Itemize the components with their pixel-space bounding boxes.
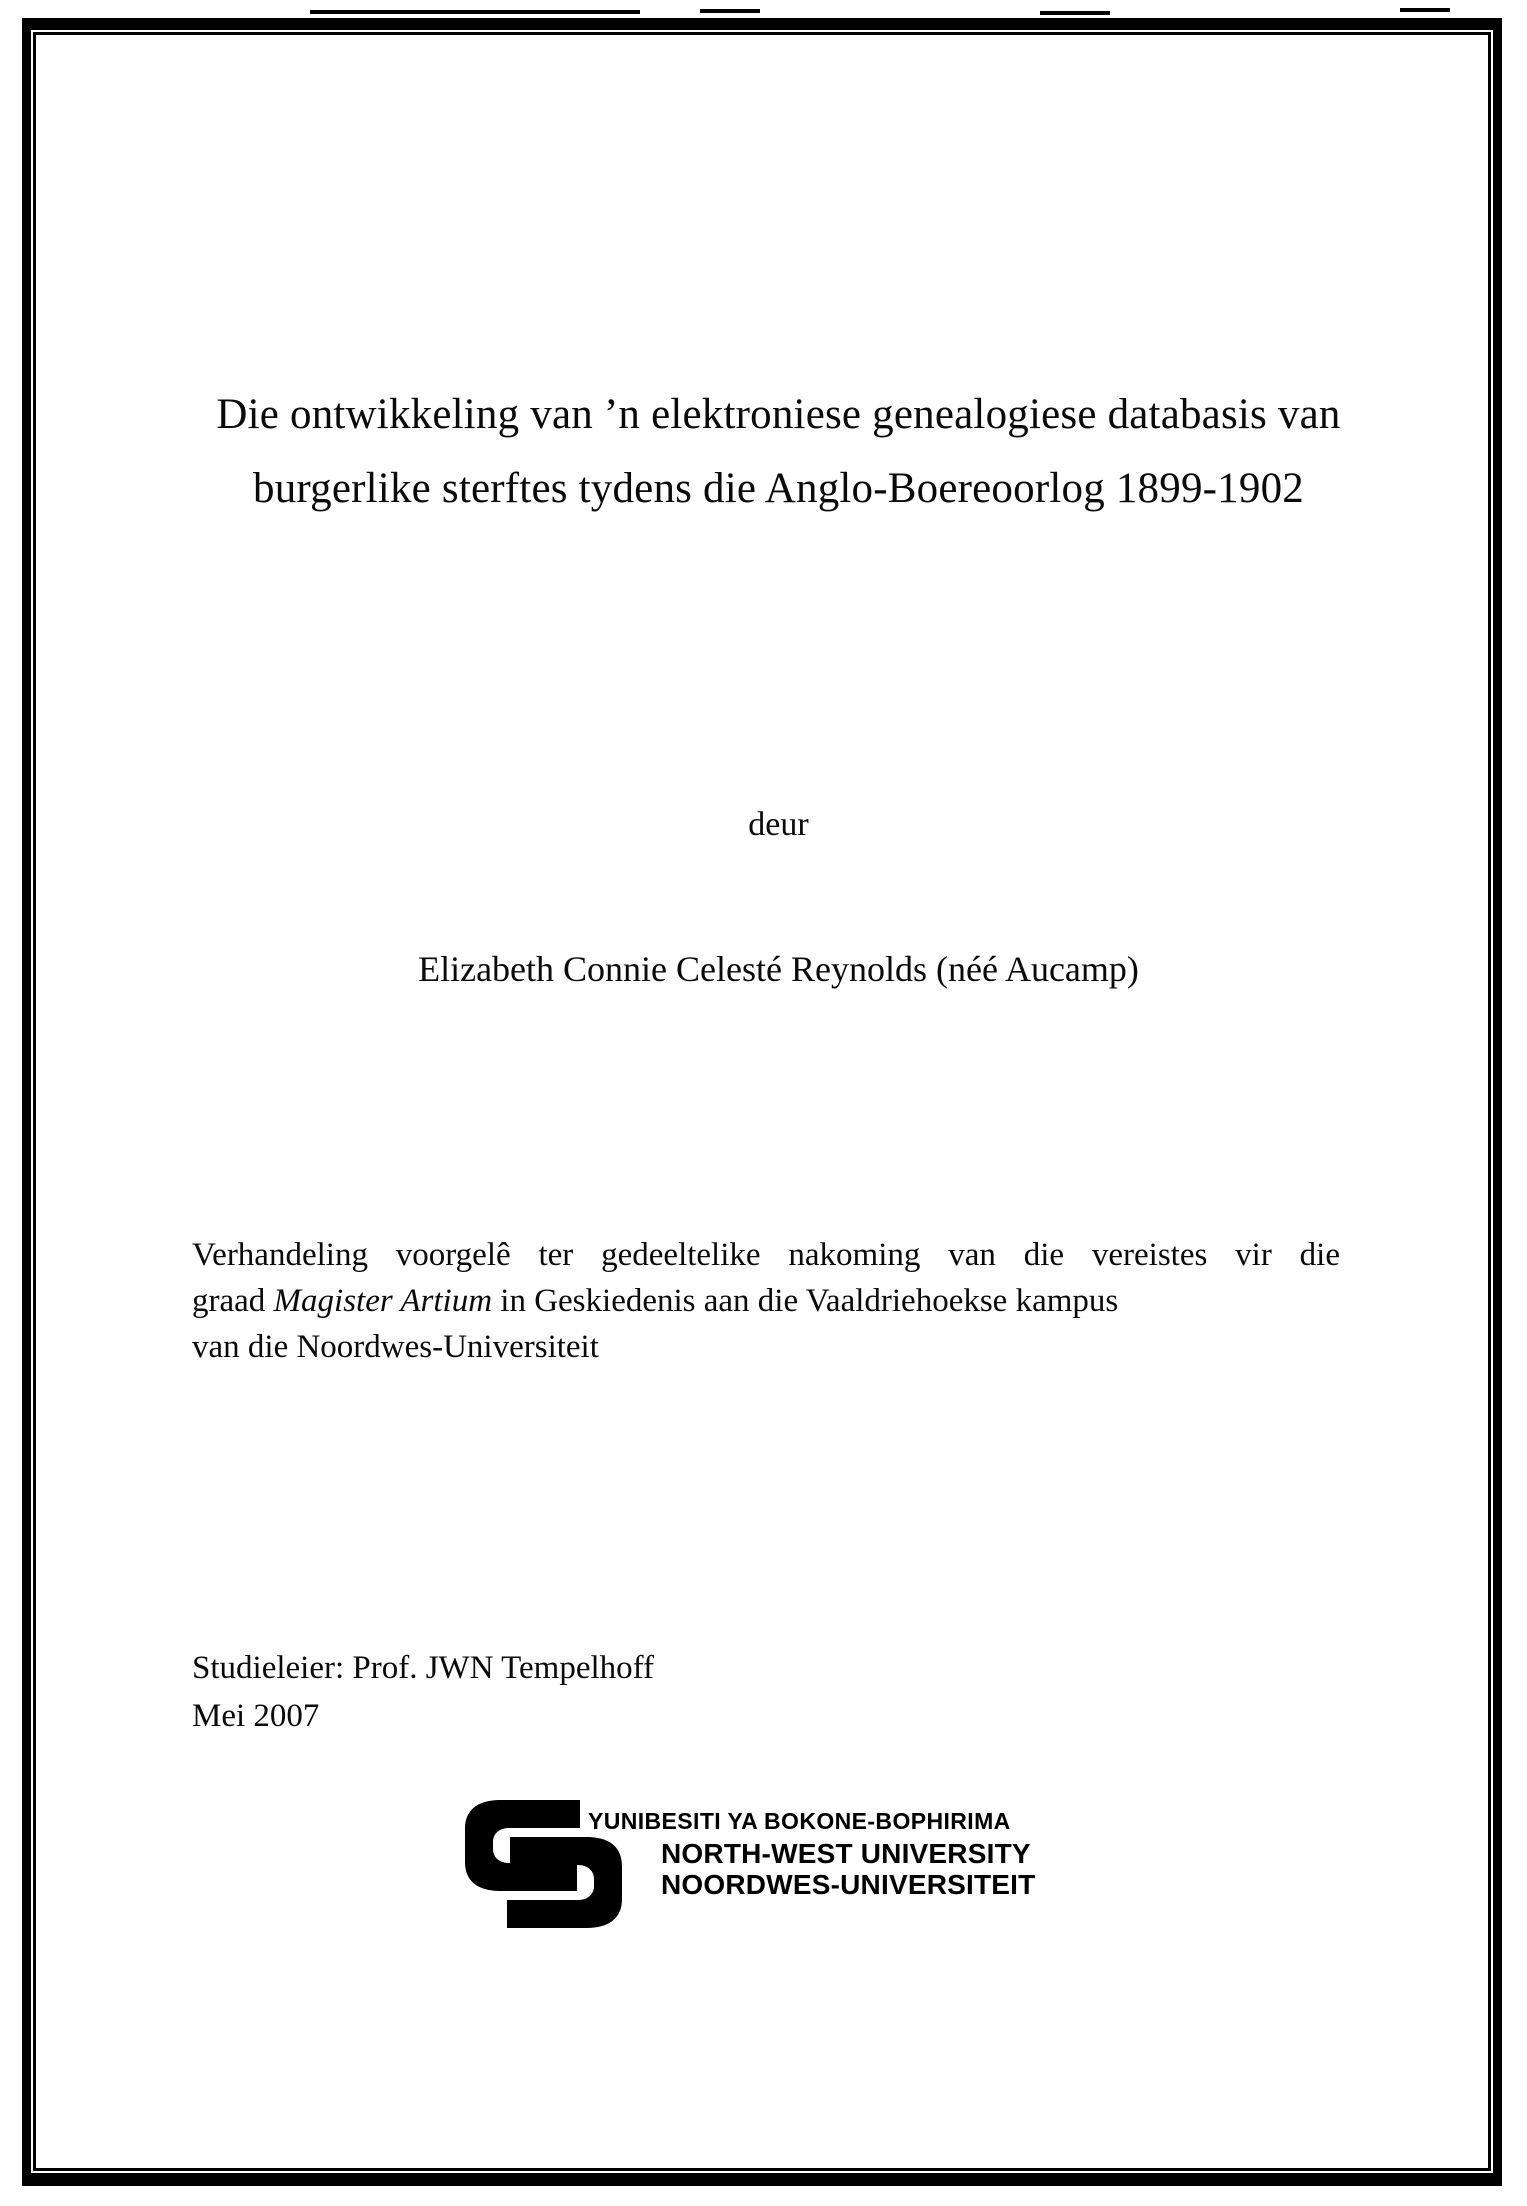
- scan-artifact: [1400, 8, 1450, 12]
- degree-statement: [192, 1232, 1340, 1370]
- thesis-title-line1: Die ontwikkeling van ’n elektroniese genealogiese databasis van: [216, 391, 1341, 438]
- date-line: Mei 2007: [192, 1698, 320, 1734]
- degree-statement-line2-pre: graad: [192, 1283, 274, 1319]
- scan-artifact: [700, 9, 760, 13]
- scan-artifact: [310, 10, 640, 14]
- supervisor-block: [192, 1644, 654, 1740]
- logo-text-afrikaans: NOORDWES-UNIVERSITEIT: [661, 1869, 1036, 1900]
- supervisor-line: Studieleier: Prof. JWN Tempelhoff: [192, 1650, 655, 1686]
- degree-statement-line2-post: in Geskiedenis aan die Vaaldriehoekse kampus: [492, 1283, 1119, 1319]
- logo-text-english: NORTH-WEST UNIVERSITY: [661, 1838, 1031, 1869]
- thesis-title: [118, 378, 1439, 526]
- author-name: Elizabeth Connie Celesté Reynolds (néé Aucamp): [418, 949, 1139, 989]
- university-logo: [452, 1798, 1212, 1938]
- degree-statement-line2: [192, 1278, 1340, 1324]
- degree-statement-line1: Verhandeling voorgelê ter gedeeltelike nakoming van die vereistes vir die: [192, 1237, 1340, 1273]
- degree-name-italic: Magister Artium: [273, 1283, 493, 1319]
- logo-text-setswana: YUNIBESITI YA BOKONE-BOPHIRIMA: [588, 1808, 1011, 1834]
- thesis-title-line2: burgerlike sterftes tydens die Anglo-Boereoorlog 1899-1902: [253, 465, 1304, 512]
- byline-preposition: deur: [748, 806, 809, 843]
- scan-artifact: [1040, 11, 1110, 15]
- degree-statement-line3: van die Noordwes-Universiteit: [192, 1329, 599, 1365]
